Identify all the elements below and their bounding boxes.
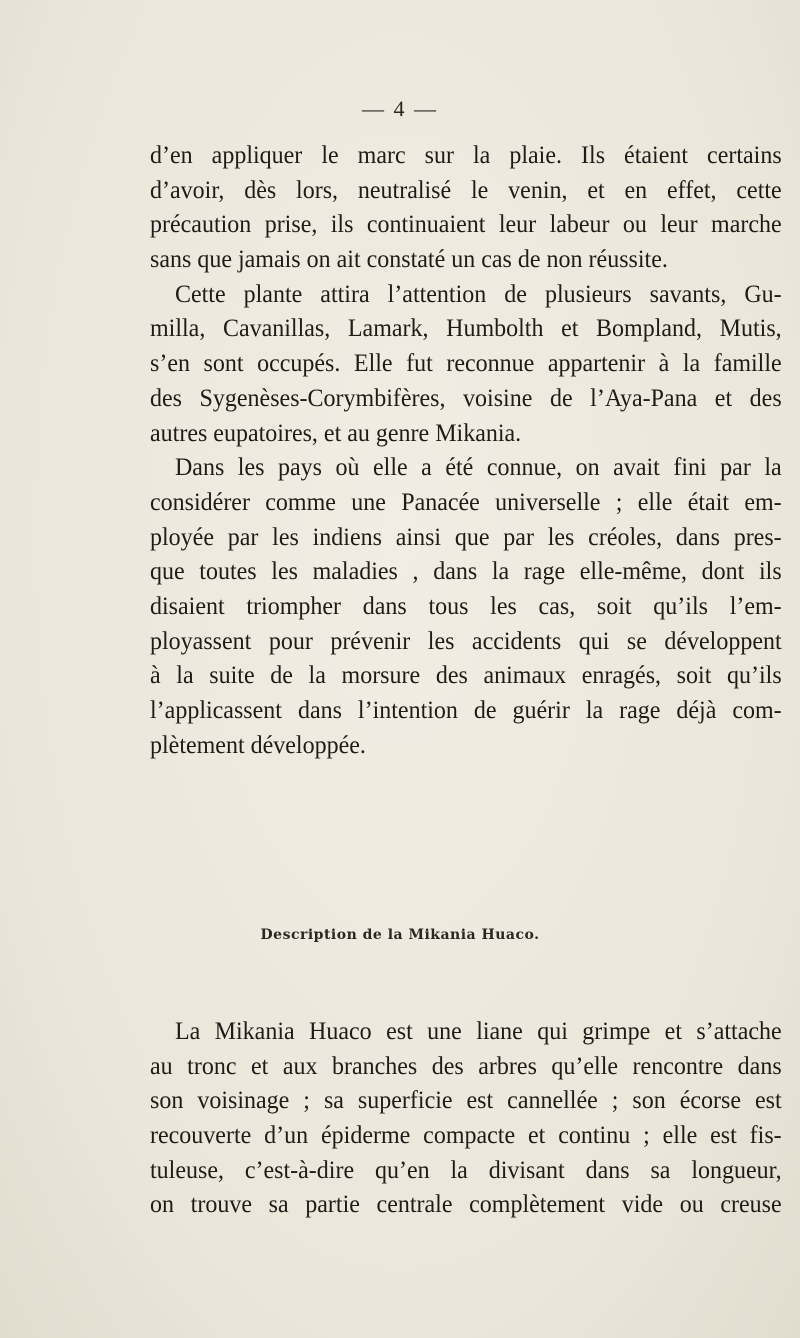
text-line: précaution prise, ils continuaient leur labeur ou leur marche xyxy=(150,211,782,239)
text-line: à la suite de la morsure des animaux enragés, soit qu’ils xyxy=(150,662,782,690)
text-line: ployassent pour prévenir les accidents qui se développent xyxy=(150,627,782,655)
text-line: Cette plante attira l’attention de plusieurs savants, Gu- xyxy=(174,280,782,308)
text-line: des Sygenèses-Corymbifères, voisine de l’Aya-Pana et des xyxy=(150,384,782,412)
text-line: on trouve sa partie centrale complètement vide ou creuse xyxy=(150,1191,782,1219)
body-text-bottom xyxy=(150,1015,782,1223)
paragraph-3 xyxy=(150,451,782,763)
text-line: d’avoir, dès lors, neutralisé le venin, et en effet, cette xyxy=(150,176,782,204)
text-line: au tronc et aux branches des arbres qu’elle rencontre dans xyxy=(150,1052,782,1080)
text-line: tuleuse, c’est-à-dire qu’en la divisant dans sa longueur, xyxy=(150,1156,782,1184)
text-line: considérer comme une Panacée universelle ; elle était em- xyxy=(150,488,782,516)
text-line: son voisinage ; sa superficie est cannellée ; son écorse est xyxy=(150,1087,782,1115)
paragraph-1 xyxy=(150,139,782,278)
page-number: — 4 — xyxy=(362,96,438,121)
text-line: l’applicassent dans l’intention de guérir la rage déjà com- xyxy=(150,697,782,724)
text-line: autres eupatoires, et au genre Mikania. xyxy=(150,419,522,447)
text-line: d’en appliquer le marc sur la plaie. Ils étaient certains xyxy=(150,142,782,169)
text-line: milla, Cavanillas, Lamark, Humbolth et Bompland, Mutis, xyxy=(150,315,782,343)
text-line: plètement développée. xyxy=(150,731,366,759)
text-line: Dans les pays où elle a été connue, on avait fini par la xyxy=(174,454,782,482)
text-line: La Mikania Huaco est une liane qui grimpe et s’attache xyxy=(174,1018,782,1045)
paragraph-2 xyxy=(150,278,782,451)
text-line: s’en sont occupés. Elle fut reconnue appartenir à la famille xyxy=(150,350,782,378)
section-heading: Description de la Mikania Huaco. xyxy=(260,927,540,943)
text-line: recouverte d’un épiderme compacte et continu ; elle est fis- xyxy=(150,1122,782,1150)
paragraph-4 xyxy=(150,1015,782,1223)
text-line: sans que jamais on ait constaté un cas de non réussite. xyxy=(150,246,668,274)
text-line: que toutes les maladies , dans la rage elle-même, dont ils xyxy=(150,558,782,586)
text-line: ployée par les indiens ainsi que par les créoles, dans pres- xyxy=(150,523,782,551)
body-text-top xyxy=(150,139,782,763)
text-line: disaient triompher dans tous les cas, soit qu’ils l’em- xyxy=(150,592,782,620)
